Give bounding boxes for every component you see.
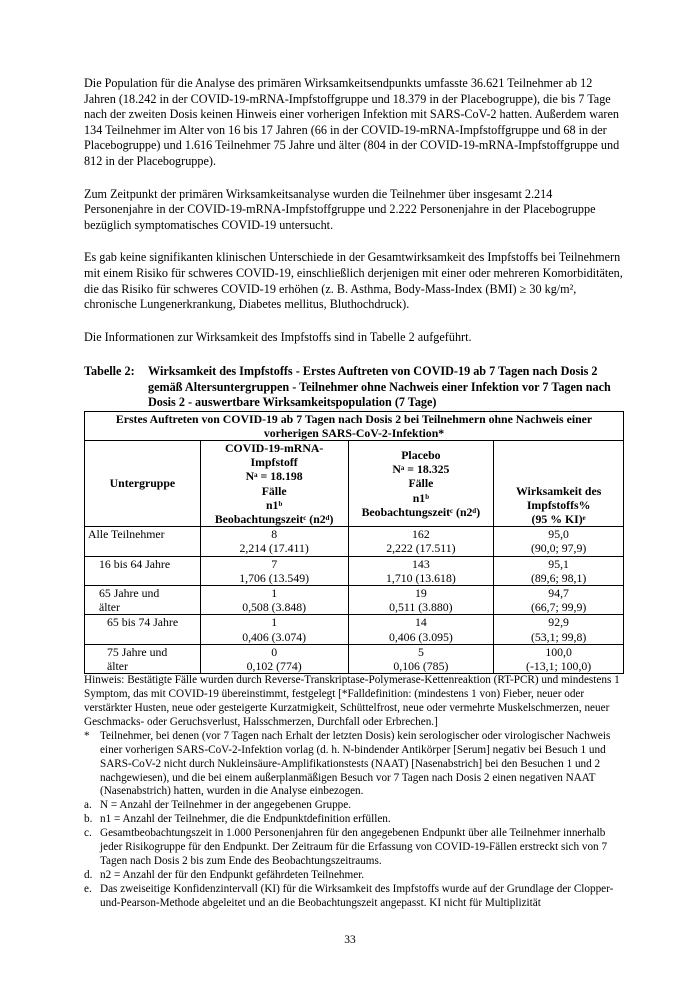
table-title-row [85,411,624,440]
paragraph-person-years: Zum Zeitpunkt der primären Wirksamkeitsanalyse wurden die Teilnehmer über insgesamt 2.214 Personenjahre in der COVID-19-mRNA-Impfstoffgruppe und 2.222 Personenjahre in der Placebogruppe bezüglich symptomatisches COVID-19 untersucht. [84,186,596,232]
footnote-item [84,827,624,869]
footnote-text: N = Anzahl der Teilnehmer in der angegebenen Gruppe. [100,799,352,812]
vaccine-header-line: Impfstoff [250,455,298,470]
efficacy-value: 95,0 [548,527,569,542]
page-number: 33 [344,934,356,946]
placebo-header-line: Beobachtungszeitᶜ (n2ᵈ) [361,504,481,519]
efficacy-cell [494,644,624,673]
efficacy-ci: (53,1; 99,8) [530,629,587,644]
placebo-time: 0,406 (3.095) [388,629,453,644]
efficacy-cell [494,585,624,614]
vaccine-header-n: Nᵃ = 18.198 [245,469,303,484]
footnote-text: n1 = Anzahl der Teilnehmer, die die Endpunktdefinition erfüllen. [100,813,391,826]
table-caption-label: Tabelle 2: [84,364,135,379]
placebo-cell [348,644,494,673]
table-row [85,556,624,585]
vaccine-cell [200,527,348,556]
placebo-time: 0,511 (3.880) [389,600,453,615]
table-row [85,615,624,644]
document-page [84,76,624,911]
efficacy-ci: (-13,1; 100,0) [526,658,592,673]
subgroup-cell: Alle Teilnehmer [85,527,201,556]
vaccine-time: 0,406 (3.074) [242,629,307,644]
efficacy-ci: (89,6; 98,1) [530,570,587,585]
placebo-header-line: n1ᵇ [412,490,430,505]
paragraph-population: Die Population für die Analyse des primären Wirksamkeitsendpunkts umfasste 36.621 Teilnehmer ab 12 Jahren (18.242 in der COVID-19-mRNA-Impfstoffgruppe und 18.379 in der Placebogruppe), die bis 7 Tage nach der zweiten Dosis keinen Hinweis einer vorherigen Infektion mit SARS-CoV-2 hatten. Außerdem waren 134 Teilnehmer im Alter von 16 bis 17 Jahren (66 in der COVID-19-mRNA-Impfstoffgruppe und 68 in der Placebogruppe) und 1.616 Teilnehmer 75 Jahre und älter (804 in der COVID-19-mRNA-Impfstoffgruppe und 812 in der Placebogruppe). [84,76,620,168]
footnote-text: Das zweiseitige Konfidenzintervall (KI) für die Wirksamkeit des Impfstoffs wurde auf der Grundlage der Clopper-und-Pearson-Methode abgeleitet und an die Beobachtungszeit angepasst. KI nicht für Multiplizität [100,882,614,909]
subgroup-cell: 75 Jahre und älter [85,644,201,673]
placebo-cases: 162 [412,527,430,542]
vaccine-time: 0,102 (774) [246,658,302,673]
vaccine-header-line: COVID-19-mRNA- [225,440,324,455]
efficacy-cell [494,615,624,644]
placebo-header-n: Nᵃ = 18.325 [392,462,450,477]
table-row [85,585,624,614]
efficacy-header-line: Wirksamkeit des [515,483,602,498]
vaccine-cases: 1 [271,585,278,600]
column-header-vaccine [200,440,348,526]
vaccine-cell [200,644,348,673]
paragraph-risk-groups: Es gab keine signifikanten klinischen Unterschiede in der Gesamtwirksamkeit des Impfstoffs bei Teilnehmern mit einem Risiko für schweres COVID-19, einschließlich derjenigen mit einer oder mehreren Komorbiditäten, die das Risiko für schweres COVID-19 erhöhen (z. B. Asthma, Body-Mass-Index (BMI) ≥ 30 kg/m², chronische Lungenerkrankung, Diabetes mellitus, Bluthochdruck). [84,250,623,312]
placebo-cell [348,527,494,556]
efficacy-value: 92,9 [548,615,569,630]
placebo-time: 2,222 (17.511) [386,541,456,556]
footnote-text: Teilnehmer, bei denen (vor 7 Tagen nach Erhalt der letzten Dosis) kein serologischer oder virologischer Nachweis einer vorherigen SARS-CoV-2-Infektion vorlag (d. h. N-bindender Antikörper [Serum] negativ bei Besuch 1 und SARS-CoV-2 nicht durch Nukleinsäure-Amplifikationstests (NAAT) [Nasenabstrich] bei den Besuchen 1 und 2 nachgewiesen), und die bei einem außerplanmäßigen Besuch vor 7 Tagen nach Dosis 2 einen negativen NAAT (Nasenabstrich) hatten, wurden in die Analyse einbezogen. [100,729,611,798]
footnote-marker: d. [84,868,93,881]
vaccine-cases: 8 [271,527,278,542]
table-caption-text: Wirksamkeit des Impfstoffs - Erstes Auftreten von COVID-19 ab 7 Tagen nach Dosis 2 gemäß Altersuntergruppen - Teilnehmer ohne Nachweis einer Infektion vor 7 Tagen nach Dosis 2 - auswertbare Wirksamkeitspopulation (7 Tage) [148,364,611,410]
footnote-marker: b. [84,813,93,826]
footnote-text: n2 = Anzahl der für den Endpunkt gefährdeten Teilnehmer. [100,868,365,881]
table-column-header-row [85,440,624,526]
vaccine-time: 1,706 (13.549) [239,570,310,585]
placebo-cases: 143 [412,556,430,571]
column-header-efficacy [494,440,624,526]
vaccine-time: 0,508 (3.848) [242,600,307,615]
footnote-marker: * [84,729,90,742]
vaccine-header-line: n1ᵇ [266,497,283,512]
subgroup-cell: 65 Jahre und älter [85,585,201,614]
paragraph-table-reference: Die Informationen zur Wirksamkeit des Impfstoffs sind in Tabelle 2 aufgeführt. [84,329,472,344]
table-hint: Hinweis: Bestätigte Fälle wurden durch Reverse-Transkriptase-Polymerase-Kettenreaktion (RT-PCR) und mindestens 1 Symptom, das mit COVID-19 übereinstimmt, festgelegt [*Falldefinition: (mindestens 1 von) Fieber, neuer oder verstärkter Husten, neue oder gesteigerte Kurzatmigkeit, Schüttelfrost, neue oder vermehrte Muskelschmerzen, neuer Geschmacks- oder Geruchsverlust, Halsschmerzen, Durchfall oder Erbrechen.] [84,674,620,728]
table-notes [84,674,624,910]
vaccine-cases: 0 [271,644,278,659]
efficacy-value: 100,0 [545,644,572,659]
table-caption [84,364,624,410]
placebo-time: 1,710 (13.618) [385,570,456,585]
footnote-item [84,730,624,800]
footnote-marker: a. [84,799,92,812]
table-row [85,644,624,673]
footnote-item [84,883,624,911]
footnote-marker: c. [84,827,92,840]
vaccine-cell [200,585,348,614]
efficacy-cell [494,556,624,585]
efficacy-value: 95,1 [548,556,569,571]
footnote-item [84,799,624,813]
placebo-header-line: Fälle [408,476,434,491]
footnote-item [84,869,624,883]
footnote-item [84,813,624,827]
vaccine-header-line: Fälle [261,483,287,498]
efficacy-ci: (90,0; 97,9) [530,541,587,556]
placebo-cases: 5 [417,644,424,659]
vaccine-header-line: Beobachtungszeitᶜ (n2ᵈ) [214,511,334,526]
vaccine-cases: 7 [271,556,278,571]
efficacy-value: 94,7 [548,585,569,600]
efficacy-cell [494,527,624,556]
column-header-subgroup: Untergruppe [85,440,201,526]
table-row [85,527,624,556]
placebo-header-line: Placebo [401,448,441,463]
vaccine-cell [200,556,348,585]
vaccine-time: 2,214 (17.411) [239,541,309,556]
placebo-cell [348,585,494,614]
placebo-cell [348,615,494,644]
column-header-placebo [348,440,494,526]
subgroup-cell: 16 bis 64 Jahre [85,556,201,585]
placebo-time: 0,106 (785) [393,658,449,673]
placebo-cases: 14 [414,615,427,630]
table-main-header: Erstes Auftreten von COVID-19 ab 7 Tagen nach Dosis 2 bei Teilnehmern ohne Nachweis einer vorherigen SARS-CoV-2-Infektion* [85,411,624,440]
footnote-text: Gesamtbeobachtungszeit in 1.000 Personenjahren für den angegebenen Endpunkt über alle Teilnehmer innerhalb jeder Risikogruppe für den Endpunkt. Der Zeitraum für die Erfassung von COVID-19-Fällen erstreckt sich von 7 Tagen nach Dosis 2 bis zum Ende des Beobachtungszeitraums. [100,827,608,867]
footnote-marker: e. [84,882,92,895]
vaccine-cell [200,615,348,644]
vaccine-cases: 1 [271,615,278,630]
efficacy-header-line: (95 % KI)ᵉ [531,511,586,526]
efficacy-ci: (66,7; 99,9) [530,600,587,615]
placebo-cell [348,556,494,585]
efficacy-table [84,411,624,675]
subgroup-cell: 65 bis 74 Jahre [85,615,201,644]
efficacy-header-line: Impfstoffs% [526,497,591,512]
placebo-cases: 19 [414,585,427,600]
